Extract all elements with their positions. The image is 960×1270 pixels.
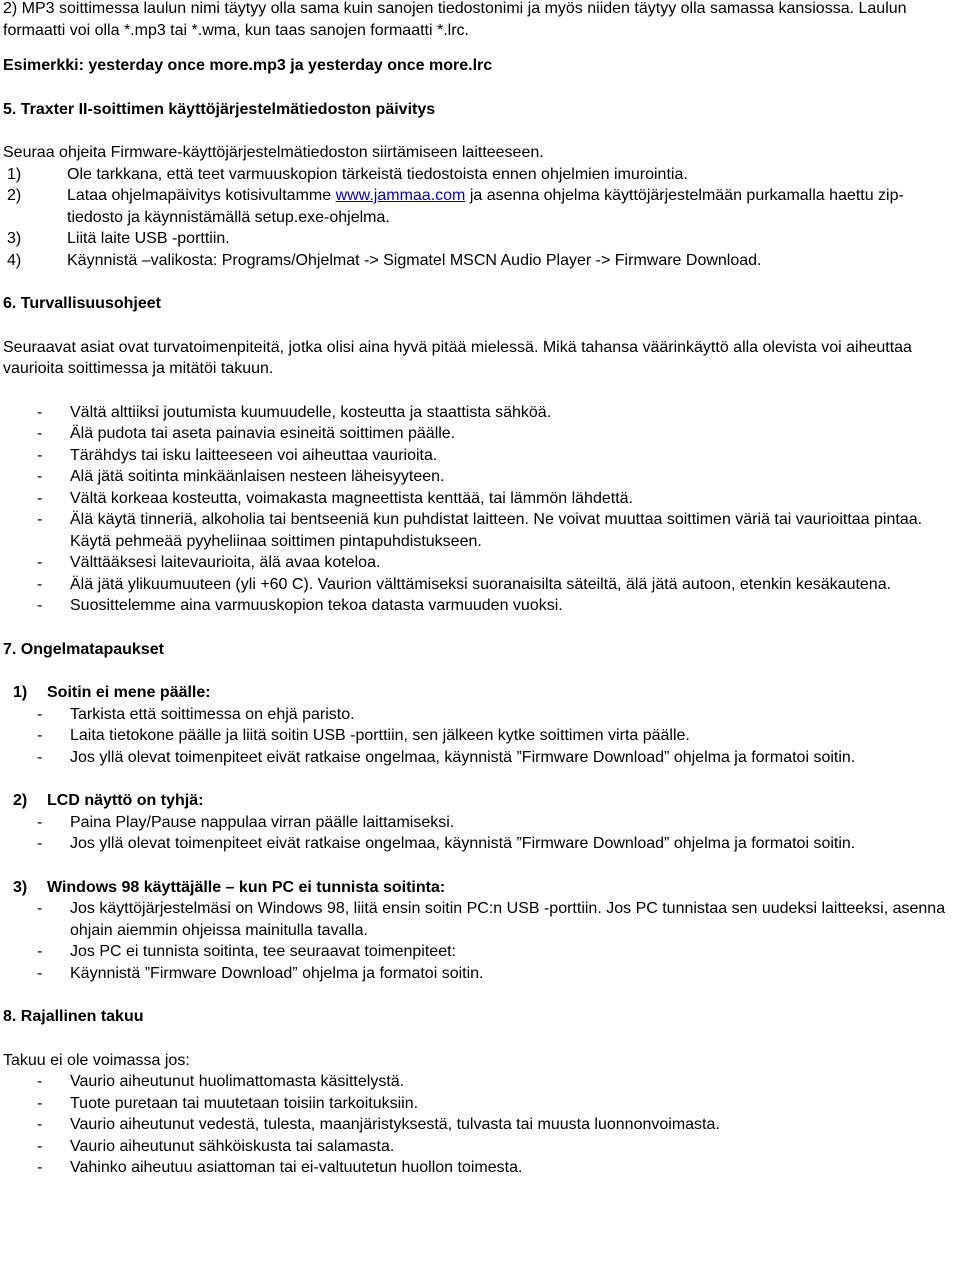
dash-bullet: - xyxy=(37,1137,43,1155)
section-5-intro: Seuraa ohjeita Firmware-käyttöjärjestelmätiedoston siirtämiseen laitteeseen. xyxy=(3,144,544,161)
dash-bullet: - xyxy=(37,489,43,507)
dash-bullet: - xyxy=(37,748,43,766)
dash-bullet: - xyxy=(37,511,43,528)
list-item xyxy=(3,595,957,617)
list-item-text: Vaurio aiheutunut vedestä, tulesta, maanjäristyksestä, tulvasta tai muusta luonnonvoimasta. xyxy=(70,1116,720,1133)
step-number: 2) xyxy=(7,187,22,204)
dash-bullet: - xyxy=(37,1094,43,1112)
problem-3-list xyxy=(3,898,957,984)
dash-bullet: - xyxy=(37,964,43,982)
list-item-text: Tarkista että soittimessa on ehjä paristo. xyxy=(70,705,355,723)
problem-2-title xyxy=(3,790,957,812)
list-item-text: Älä käytä tinneriä, alkoholia tai bentseeniä kun puhdistat laitteen. Ne voivat muuttaa soittimen väriä tai vaurioittaa pintaa. Käytä pehmeää pyyheliinaa soittimen pintapuhdistukseen. xyxy=(70,511,923,550)
step-item xyxy=(3,250,957,272)
list-item-text: Vältä alttiiksi joutumista kuumuudelle, kosteutta ja staattista sähköä. xyxy=(70,403,552,421)
list-item-text: Vaurio aiheutunut huolimattomasta käsittelystä. xyxy=(70,1073,405,1090)
list-item-text: Jos käyttöjärjestelmäsi on Windows 98, liitä ensin soitin PC:n USB -porttiin. Jos PC tunnistaa sen uudeksi laitteeksi, asenna ohjain aiemmin ohjeissa mainitulla tavalla. xyxy=(70,900,946,939)
section-8-intro: Takuu ei ole voimassa jos: xyxy=(3,1051,190,1069)
dash-bullet: - xyxy=(37,554,43,571)
list-item-text: Vahinko aiheutuu asiattoman tai ei-valtuutetun huollon toimesta. xyxy=(70,1159,523,1176)
problem-1-list xyxy=(3,704,957,769)
step-text: Lataa ohjelmapäivitys kotisivultamme xyxy=(67,187,336,204)
list-item xyxy=(3,704,957,726)
dash-bullet: - xyxy=(37,597,43,614)
step-text: ja asenna ohjelma käyttöjärjestelmään purkamalla haettu zip-tiedosto ja käynnistämällä setup.exe-ohjelma. xyxy=(67,187,904,226)
list-item xyxy=(3,509,957,552)
problem-title-text: Soitin ei mene päälle: xyxy=(47,684,211,701)
dash-bullet: - xyxy=(37,813,43,831)
list-item-text: Jos PC ei tunnista soitinta, tee seuraavat toimenpiteet: xyxy=(70,943,456,960)
section-5-title: 5. Traxter II-soittimen käyttöjärjestelmätiedoston päivitys xyxy=(3,100,436,118)
dash-bullet: - xyxy=(37,943,43,960)
list-item xyxy=(3,725,957,747)
problem-number: 2) xyxy=(13,792,28,809)
list-item-text: Välttääksesi laitevaurioita, älä avaa koteloa. xyxy=(70,554,381,571)
step-text: Käynnistä –valikosta: Programs/Ohjelmat -> Sigmatel MSCN Audio Player -> Firmware Download. xyxy=(67,251,762,269)
section-7-title: 7. Ongelmatapaukset xyxy=(3,640,164,658)
problem-1-title xyxy=(3,682,957,704)
list-item-text: Jos yllä olevat toimenpiteet eivät ratkaise ongelmaa, käynnistä ”Firmware Download” ohjelma ja formatoi soitin. xyxy=(70,835,856,852)
website-link[interactable]: www.jammaa.com xyxy=(335,187,466,204)
list-item-text: Paina Play/Pause nappulaa virran päälle laittamiseksi. xyxy=(70,813,455,831)
step-text: Ole tarkkana, että teet varmuuskopion tärkeistä tiedostoista ennen ohjelmien imurointia. xyxy=(67,165,688,183)
dash-bullet: - xyxy=(37,446,43,464)
section-8-title: 8. Rajallinen takuu xyxy=(3,1008,144,1025)
list-item-text: Vältä korkeaa kosteutta, voimakasta magneettista kenttää, tai lämmön lähdettä. xyxy=(70,489,633,507)
list-item-text: Vaurio aiheutunut sähköiskusta tai salamasta. xyxy=(70,1137,395,1155)
section-6-title: 6. Turvallisuusohjeet xyxy=(3,295,161,312)
problem-title-text: Windows 98 käyttäjälle – kun PC ei tunnista soitinta: xyxy=(47,878,446,896)
list-item-text: Älä pudota tai aseta painavia esineitä soittimen päälle. xyxy=(70,425,456,442)
problem-number: 1) xyxy=(13,684,28,701)
step-number: 4) xyxy=(7,251,22,269)
section-6-intro: Seuraavat asiat ovat turvatoimenpiteitä, jotka olisi aina hyvä pitää mielessä. Mikä tahansa väärinkäyttö alla olevista voi aiheuttaa vaurioita soittimessa ja mitätöi takuun. xyxy=(3,338,912,377)
dash-bullet: - xyxy=(37,705,43,723)
list-item-text: Laita tietokone päälle ja liitä soitin USB -porttiin, sen jälkeen kytke soittimen virta päälle. xyxy=(70,727,690,744)
problem-number: 3) xyxy=(13,878,28,896)
problem-title-text: LCD näyttö on tyhjä: xyxy=(47,792,204,809)
list-item xyxy=(3,574,957,596)
list-item xyxy=(3,1093,957,1115)
list-item xyxy=(3,963,957,985)
problem-2-list xyxy=(3,812,957,855)
list-item-text: Alä jätä soitinta minkäänlaisen nesteen läheisyyteen. xyxy=(70,468,445,485)
dash-bullet: - xyxy=(37,575,43,593)
dash-bullet: - xyxy=(37,1073,43,1090)
intro-paragraph: 2) MP3 soittimessa laulun nimi täytyy olla sama kuin sanojen tiedostonimi ja myös niiden täytyy olla samassa kansiossa. Laulun formaatti voi olla *.mp3 tai *.wma, kun taas sanojen formaatti *.lrc. xyxy=(3,0,907,39)
list-item xyxy=(3,466,957,488)
list-item-text: Tärähdys tai isku laitteeseen voi aiheuttaa vaurioita. xyxy=(70,446,438,464)
dash-bullet: - xyxy=(37,403,43,421)
list-item-text: Käynnistä ”Firmware Download” ohjelma ja formatoi soitin. xyxy=(70,964,484,982)
list-item xyxy=(3,445,957,467)
list-item xyxy=(3,1114,957,1136)
list-item xyxy=(3,812,957,834)
safety-list xyxy=(3,402,957,617)
list-item xyxy=(3,552,957,574)
list-item xyxy=(3,488,957,510)
list-item xyxy=(3,1071,957,1093)
dash-bullet: - xyxy=(37,900,43,917)
step-item xyxy=(3,228,957,250)
dash-bullet: - xyxy=(37,425,43,442)
dash-bullet: - xyxy=(37,468,43,485)
list-item xyxy=(3,402,957,424)
list-item-text: Jos yllä olevat toimenpiteet eivät ratkaise ongelmaa, käynnistä ”Firmware Download” ohjelma ja formatoi soitin. xyxy=(70,748,856,766)
step-number: 3) xyxy=(7,230,22,247)
section-5-steps xyxy=(3,164,957,272)
list-item-text: Älä jätä ylikuumuuteen (yli +60 C). Vaurion välttämiseksi suoranaisilta säteiltä, älä jätä autoon, etenkin kesäkautena. xyxy=(70,575,892,593)
dash-bullet: - xyxy=(37,1159,43,1176)
example-line: Esimerkki: yesterday once more.mp3 ja yesterday once more.lrc xyxy=(3,57,493,74)
step-item xyxy=(3,185,957,228)
step-number: 1) xyxy=(7,165,22,183)
list-item-text: Tuote puretaan tai muutetaan toisiin tarkoituksiin. xyxy=(70,1094,419,1112)
list-item xyxy=(3,898,957,941)
warranty-list xyxy=(3,1071,957,1179)
list-item xyxy=(3,1136,957,1158)
step-text: Liitä laite USB -porttiin. xyxy=(67,230,230,247)
list-item xyxy=(3,1157,957,1179)
problem-3-title xyxy=(3,877,957,899)
dash-bullet: - xyxy=(37,727,43,744)
list-item-text: Suosittelemme aina varmuuskopion tekoa datasta varmuuden vuoksi. xyxy=(70,597,563,614)
list-item xyxy=(3,833,957,855)
dash-bullet: - xyxy=(37,835,43,852)
dash-bullet: - xyxy=(37,1116,43,1133)
list-item xyxy=(3,747,957,769)
step-item xyxy=(3,164,957,186)
list-item xyxy=(3,423,957,445)
list-item xyxy=(3,941,957,963)
document-page xyxy=(3,0,957,1179)
